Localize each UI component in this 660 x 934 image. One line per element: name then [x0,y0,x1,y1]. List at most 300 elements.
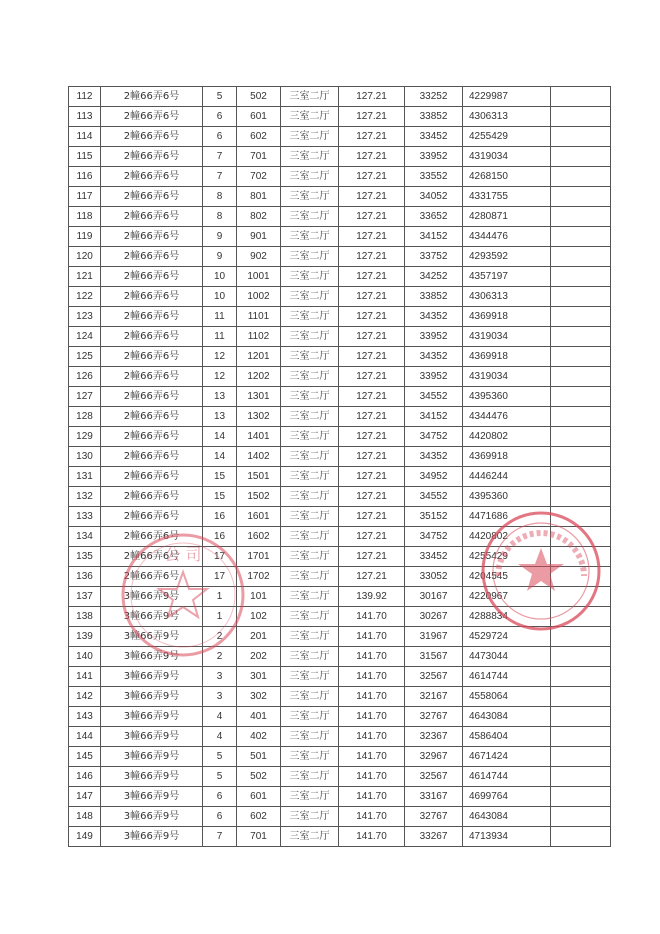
cell-layout: 三室二厅 [281,627,339,647]
table-row [69,527,611,547]
cell-row-number: 148 [69,807,101,827]
cell-building: 2幢66弄6号 [101,487,203,507]
cell-room: 601 [237,787,281,807]
cell-total-price: 4586404 [463,727,551,747]
table-row [69,87,611,107]
cell-area: 141.70 [339,707,405,727]
cell-area: 127.21 [339,407,405,427]
cell-building: 2幢66弄6号 [101,247,203,267]
cell-unit-price: 34552 [405,487,463,507]
cell-area: 127.21 [339,527,405,547]
cell-row-number: 145 [69,747,101,767]
cell-floor: 16 [203,527,237,547]
cell-remark [551,827,611,847]
cell-unit-price: 35152 [405,507,463,527]
cell-floor: 13 [203,407,237,427]
cell-area: 141.70 [339,687,405,707]
cell-unit-price: 34252 [405,267,463,287]
cell-remark [551,247,611,267]
cell-layout: 三室二厅 [281,287,339,307]
cell-room: 1301 [237,387,281,407]
cell-remark [551,687,611,707]
cell-row-number: 119 [69,227,101,247]
cell-building: 2幢66弄6号 [101,527,203,547]
cell-building: 3幢66弄9号 [101,747,203,767]
cell-remark [551,547,611,567]
cell-total-price: 4255429 [463,547,551,567]
cell-building: 2幢66弄6号 [101,227,203,247]
cell-room: 102 [237,607,281,627]
cell-floor: 6 [203,787,237,807]
table-row [69,287,611,307]
cell-building: 2幢66弄6号 [101,387,203,407]
cell-floor: 3 [203,687,237,707]
cell-unit-price: 33452 [405,127,463,147]
cell-remark [551,387,611,407]
table-row [69,467,611,487]
cell-room: 601 [237,107,281,127]
cell-unit-price: 34752 [405,427,463,447]
cell-area: 141.70 [339,727,405,747]
cell-floor: 14 [203,447,237,467]
cell-unit-price: 34352 [405,347,463,367]
cell-room: 501 [237,747,281,767]
cell-room: 1001 [237,267,281,287]
cell-layout: 三室二厅 [281,647,339,667]
cell-remark [551,327,611,347]
cell-building: 3幢66弄9号 [101,667,203,687]
cell-unit-price: 34352 [405,447,463,467]
cell-building: 2幢66弄6号 [101,567,203,587]
cell-remark [551,107,611,127]
cell-total-price: 4369918 [463,347,551,367]
cell-room: 1702 [237,567,281,587]
cell-room: 1602 [237,527,281,547]
cell-total-price: 4369918 [463,307,551,327]
cell-layout: 三室二厅 [281,247,339,267]
cell-area: 127.21 [339,307,405,327]
cell-unit-price: 33852 [405,287,463,307]
cell-unit-price: 33752 [405,247,463,267]
cell-layout: 三室二厅 [281,267,339,287]
cell-total-price: 4614744 [463,767,551,787]
cell-row-number: 140 [69,647,101,667]
table-row [69,347,611,367]
cell-room: 702 [237,167,281,187]
cell-room: 602 [237,807,281,827]
cell-area: 127.21 [339,507,405,527]
cell-layout: 三室二厅 [281,607,339,627]
cell-total-price: 4357197 [463,267,551,287]
cell-floor: 14 [203,427,237,447]
cell-unit-price: 33652 [405,207,463,227]
cell-unit-price: 32967 [405,747,463,767]
cell-room: 1601 [237,507,281,527]
cell-total-price: 4671424 [463,747,551,767]
cell-remark [551,187,611,207]
cell-remark [551,227,611,247]
cell-floor: 12 [203,367,237,387]
svg-text:公 司: 公 司 [164,545,202,564]
cell-unit-price: 33852 [405,107,463,127]
cell-layout: 三室二厅 [281,227,339,247]
cell-room: 1102 [237,327,281,347]
cell-room: 502 [237,87,281,107]
cell-remark [551,627,611,647]
cell-room: 1401 [237,427,281,447]
cell-area: 127.21 [339,427,405,447]
cell-building: 2幢66弄6号 [101,447,203,467]
cell-floor: 8 [203,207,237,227]
table-row [69,107,611,127]
cell-remark [551,567,611,587]
cell-unit-price: 32567 [405,767,463,787]
table-row [69,767,611,787]
cell-floor: 11 [203,327,237,347]
cell-building: 2幢66弄6号 [101,327,203,347]
cell-floor: 7 [203,147,237,167]
cell-building: 2幢66弄6号 [101,347,203,367]
cell-remark [551,347,611,367]
cell-building: 3幢66弄9号 [101,707,203,727]
cell-remark [551,747,611,767]
table-row [69,647,611,667]
cell-building: 3幢66弄9号 [101,727,203,747]
cell-row-number: 144 [69,727,101,747]
table-row [69,587,611,607]
cell-total-price: 4344476 [463,407,551,427]
table-row [69,327,611,347]
cell-area: 141.70 [339,627,405,647]
cell-floor: 13 [203,387,237,407]
cell-building: 2幢66弄6号 [101,187,203,207]
cell-room: 201 [237,627,281,647]
cell-unit-price: 33052 [405,567,463,587]
cell-unit-price: 34952 [405,467,463,487]
cell-layout: 三室二厅 [281,207,339,227]
cell-area: 127.21 [339,367,405,387]
cell-total-price: 4255429 [463,127,551,147]
cell-layout: 三室二厅 [281,547,339,567]
cell-floor: 1 [203,587,237,607]
cell-remark [551,427,611,447]
cell-row-number: 120 [69,247,101,267]
cell-floor: 16 [203,507,237,527]
table-row [69,707,611,727]
cell-layout: 三室二厅 [281,347,339,367]
cell-floor: 12 [203,347,237,367]
cell-total-price: 4319034 [463,367,551,387]
cell-area: 141.70 [339,827,405,847]
cell-area: 127.21 [339,467,405,487]
table-row [69,687,611,707]
cell-total-price: 4369918 [463,447,551,467]
cell-unit-price: 34152 [405,407,463,427]
cell-floor: 17 [203,567,237,587]
cell-row-number: 138 [69,607,101,627]
cell-unit-price: 33452 [405,547,463,567]
cell-area: 141.70 [339,667,405,687]
cell-floor: 15 [203,467,237,487]
cell-row-number: 129 [69,427,101,447]
cell-total-price: 4643084 [463,807,551,827]
table-row [69,367,611,387]
cell-total-price: 4420802 [463,427,551,447]
cell-layout: 三室二厅 [281,387,339,407]
cell-remark [551,127,611,147]
cell-layout: 三室二厅 [281,727,339,747]
cell-layout: 三室二厅 [281,407,339,427]
cell-total-price: 4331755 [463,187,551,207]
cell-room: 701 [237,147,281,167]
cell-building: 3幢66弄9号 [101,627,203,647]
cell-floor: 11 [203,307,237,327]
cell-remark [551,667,611,687]
cell-unit-price: 33952 [405,327,463,347]
cell-remark [551,487,611,507]
cell-row-number: 124 [69,327,101,347]
cell-building: 2幢66弄6号 [101,167,203,187]
cell-remark [551,607,611,627]
cell-unit-price: 32167 [405,687,463,707]
cell-row-number: 134 [69,527,101,547]
cell-area: 127.21 [339,487,405,507]
cell-building: 3幢66弄9号 [101,687,203,707]
cell-total-price: 4229987 [463,87,551,107]
cell-building: 2幢66弄6号 [101,87,203,107]
cell-floor: 5 [203,747,237,767]
cell-remark [551,147,611,167]
table-row [69,507,611,527]
cell-remark [551,767,611,787]
cell-area: 141.70 [339,747,405,767]
cell-building: 2幢66弄6号 [101,287,203,307]
table-row [69,787,611,807]
cell-area: 127.21 [339,187,405,207]
cell-room: 202 [237,647,281,667]
table-row [69,187,611,207]
table-row [69,807,611,827]
cell-area: 127.21 [339,447,405,467]
table-row [69,387,611,407]
cell-unit-price: 33267 [405,827,463,847]
cell-row-number: 136 [69,567,101,587]
cell-unit-price: 34052 [405,187,463,207]
cell-area: 141.70 [339,607,405,627]
cell-building: 3幢66弄9号 [101,767,203,787]
cell-unit-price: 32767 [405,707,463,727]
cell-unit-price: 33952 [405,147,463,167]
cell-room: 402 [237,727,281,747]
cell-building: 2幢66弄6号 [101,467,203,487]
cell-room: 1302 [237,407,281,427]
cell-room: 602 [237,127,281,147]
cell-room: 802 [237,207,281,227]
cell-layout: 三室二厅 [281,167,339,187]
cell-layout: 三室二厅 [281,327,339,347]
cell-building: 2幢66弄6号 [101,147,203,167]
cell-area: 127.21 [339,567,405,587]
cell-area: 141.70 [339,807,405,827]
cell-total-price: 4204545 [463,567,551,587]
cell-layout: 三室二厅 [281,367,339,387]
cell-row-number: 126 [69,367,101,387]
cell-area: 127.21 [339,167,405,187]
cell-area: 127.21 [339,287,405,307]
cell-floor: 7 [203,827,237,847]
cell-row-number: 130 [69,447,101,467]
cell-row-number: 117 [69,187,101,207]
cell-building: 2幢66弄6号 [101,107,203,127]
cell-remark [551,807,611,827]
cell-area: 127.21 [339,107,405,127]
cell-remark [551,307,611,327]
cell-layout: 三室二厅 [281,507,339,527]
cell-area: 127.21 [339,247,405,267]
cell-room: 1701 [237,547,281,567]
table-row [69,147,611,167]
cell-area: 127.21 [339,127,405,147]
cell-building: 3幢66弄9号 [101,607,203,627]
cell-building: 2幢66弄6号 [101,307,203,327]
cell-total-price: 4395360 [463,387,551,407]
cell-floor: 2 [203,647,237,667]
cell-room: 401 [237,707,281,727]
table-row [69,547,611,567]
cell-area: 141.70 [339,767,405,787]
cell-room: 1402 [237,447,281,467]
cell-remark [551,527,611,547]
cell-layout: 三室二厅 [281,427,339,447]
cell-unit-price: 34752 [405,527,463,547]
table-row [69,207,611,227]
table-row [69,827,611,847]
table-row [69,127,611,147]
cell-layout: 三室二厅 [281,187,339,207]
cell-area: 127.21 [339,267,405,287]
cell-building: 3幢66弄9号 [101,587,203,607]
cell-room: 1501 [237,467,281,487]
cell-unit-price: 34552 [405,387,463,407]
cell-room: 801 [237,187,281,207]
cell-unit-price: 32567 [405,667,463,687]
cell-row-number: 113 [69,107,101,127]
cell-remark [551,87,611,107]
cell-floor: 4 [203,707,237,727]
cell-layout: 三室二厅 [281,567,339,587]
cell-remark [551,647,611,667]
cell-unit-price: 31567 [405,647,463,667]
cell-building: 3幢66弄9号 [101,647,203,667]
cell-layout: 三室二厅 [281,827,339,847]
table-row [69,447,611,467]
cell-layout: 三室二厅 [281,147,339,167]
table-body [69,87,611,847]
cell-floor: 8 [203,187,237,207]
cell-unit-price: 33952 [405,367,463,387]
cell-total-price: 4446244 [463,467,551,487]
cell-building: 2幢66弄6号 [101,267,203,287]
cell-remark [551,587,611,607]
cell-floor: 15 [203,487,237,507]
cell-building: 2幢66弄6号 [101,427,203,447]
cell-building: 2幢66弄6号 [101,367,203,387]
cell-row-number: 125 [69,347,101,367]
cell-row-number: 132 [69,487,101,507]
cell-room: 101 [237,587,281,607]
cell-area: 127.21 [339,87,405,107]
table-row [69,427,611,447]
cell-building: 2幢66弄6号 [101,407,203,427]
cell-area: 127.21 [339,147,405,167]
cell-total-price: 4319034 [463,327,551,347]
cell-row-number: 135 [69,547,101,567]
table-row [69,267,611,287]
cell-layout: 三室二厅 [281,807,339,827]
cell-remark [551,787,611,807]
cell-floor: 10 [203,267,237,287]
cell-area: 141.70 [339,787,405,807]
cell-area: 127.21 [339,207,405,227]
cell-floor: 9 [203,247,237,267]
cell-layout: 三室二厅 [281,707,339,727]
cell-row-number: 133 [69,507,101,527]
cell-remark [551,447,611,467]
cell-layout: 三室二厅 [281,107,339,127]
cell-floor: 7 [203,167,237,187]
cell-building: 2幢66弄6号 [101,507,203,527]
cell-row-number: 127 [69,387,101,407]
cell-remark [551,167,611,187]
cell-row-number: 139 [69,627,101,647]
cell-room: 502 [237,767,281,787]
cell-unit-price: 32767 [405,807,463,827]
cell-total-price: 4306313 [463,107,551,127]
cell-building: 3幢66弄9号 [101,787,203,807]
cell-unit-price: 30167 [405,587,463,607]
cell-layout: 三室二厅 [281,667,339,687]
cell-area: 127.21 [339,387,405,407]
cell-layout: 三室二厅 [281,127,339,147]
cell-row-number: 142 [69,687,101,707]
cell-row-number: 115 [69,147,101,167]
cell-remark [551,267,611,287]
cell-remark [551,467,611,487]
cell-floor: 17 [203,547,237,567]
cell-unit-price: 32367 [405,727,463,747]
table-row [69,727,611,747]
cell-area: 127.21 [339,227,405,247]
cell-area: 141.70 [339,647,405,667]
cell-layout: 三室二厅 [281,487,339,507]
table-row [69,227,611,247]
cell-room: 1002 [237,287,281,307]
cell-room: 902 [237,247,281,267]
cell-remark [551,507,611,527]
cell-floor: 9 [203,227,237,247]
cell-area: 127.21 [339,347,405,367]
cell-unit-price: 30267 [405,607,463,627]
table-row [69,167,611,187]
cell-remark [551,207,611,227]
cell-building: 3幢66弄9号 [101,827,203,847]
cell-total-price: 4344476 [463,227,551,247]
cell-layout: 三室二厅 [281,87,339,107]
cell-floor: 10 [203,287,237,307]
cell-row-number: 112 [69,87,101,107]
cell-total-price: 4713934 [463,827,551,847]
cell-room: 302 [237,687,281,707]
